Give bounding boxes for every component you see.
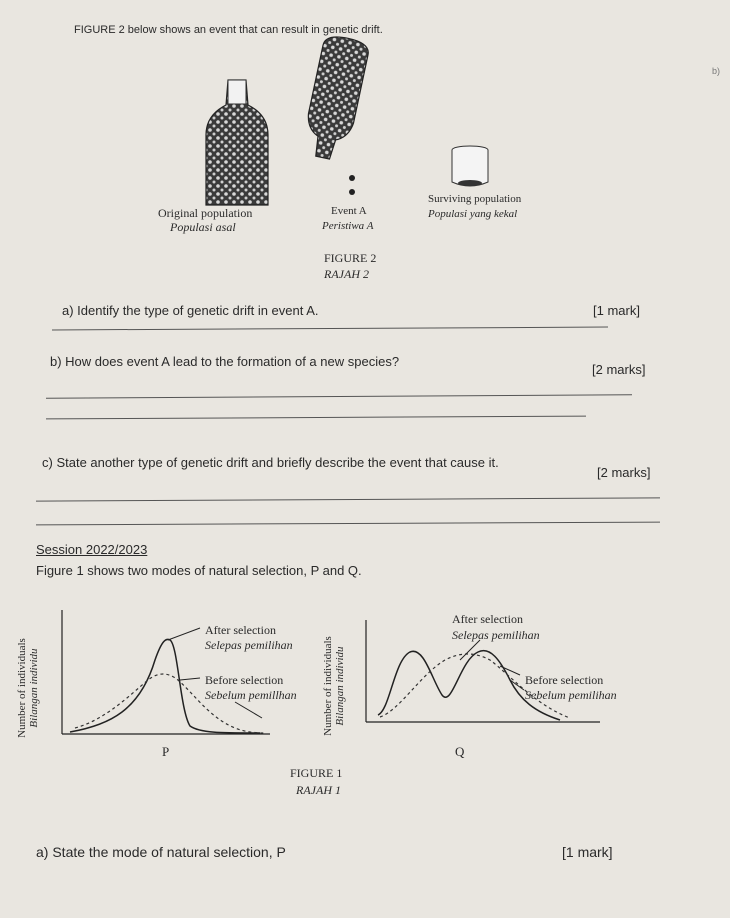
figure2-caption-en: FIGURE 2 [324,251,377,265]
graph-p-before-en: Before selection [205,673,284,687]
label-event-en: Event A [331,205,367,217]
label-surviving-ms: Populasi yang kekal [428,208,518,220]
label-original-ms: Populasi asal [170,220,236,234]
falling-bead [349,189,355,195]
pointer-line [180,678,200,680]
label-event-ms: Peristiwa A [322,220,374,232]
question-a-marks: [1 mark] [593,303,640,318]
question-p: a) State the mode of natural selection, P [36,844,286,860]
margin-mark: b) [712,66,721,76]
answer-line [36,522,660,526]
graph-p-after-ms: Selepas pemilihan [205,638,293,652]
graph-q-after-en: After selection [452,612,523,626]
answer-line [46,394,632,399]
session-heading: Session 2022/2023 [36,542,148,557]
graph-p-before-ms: Sebelum pemillhan [205,688,297,702]
graph-q-label: Q [455,744,465,759]
figure2-caption-ms: RAJAH 2 [324,267,369,281]
label-original-en: Original population [158,206,253,220]
graph-p-label: P [162,744,170,759]
graph-p-ylabel-en: Number of individuals [16,638,28,738]
graph-q-ylabel-en: Number of individuals [322,636,334,736]
pointer-line [235,702,262,718]
question-b: b) How does event A lead to the formation of a new species? [50,354,400,369]
answer-line [46,416,586,420]
graph-q-before-ms: Sebelum pemilihan [525,688,617,702]
answer-line [36,497,660,501]
graph-p-ylabel-ms: Bilangan individu [28,648,40,728]
question-c: c) State another type of genetic drift and briefly describe the event that cause it. [42,455,499,470]
graph-q-after-ms: Selepas pemilihan [452,628,540,642]
label-surviving-en: Surviving population [428,193,522,205]
original-bottle [206,80,268,205]
surviving-container [452,146,488,186]
question-c-marks: [2 marks] [597,465,651,480]
pointer-line [168,628,200,640]
figure1-caption-en: FIGURE 1 [290,766,343,780]
tilted-bottle [300,34,370,163]
question-b-marks: [2 marks] [592,362,646,377]
figure2-intro: FIGURE 2 below shows an event that can result in genetic drift. [74,24,383,36]
figure1-intro: Figure 1 shows two modes of natural selection, P and Q. [36,563,362,578]
answer-line [52,327,608,331]
falling-bead [349,175,355,181]
figure1-caption-ms: RAJAH 1 [296,783,341,797]
graph-q-before-en: Before selection [525,673,604,687]
graph-q-ylabel-ms: Bilangan individu [334,646,346,726]
pointer-line [460,640,480,660]
graph-p-after-en: After selection [205,623,276,637]
question-p-marks: [1 mark] [562,844,613,860]
question-a: a) Identify the type of genetic drift in event A. [62,303,319,318]
